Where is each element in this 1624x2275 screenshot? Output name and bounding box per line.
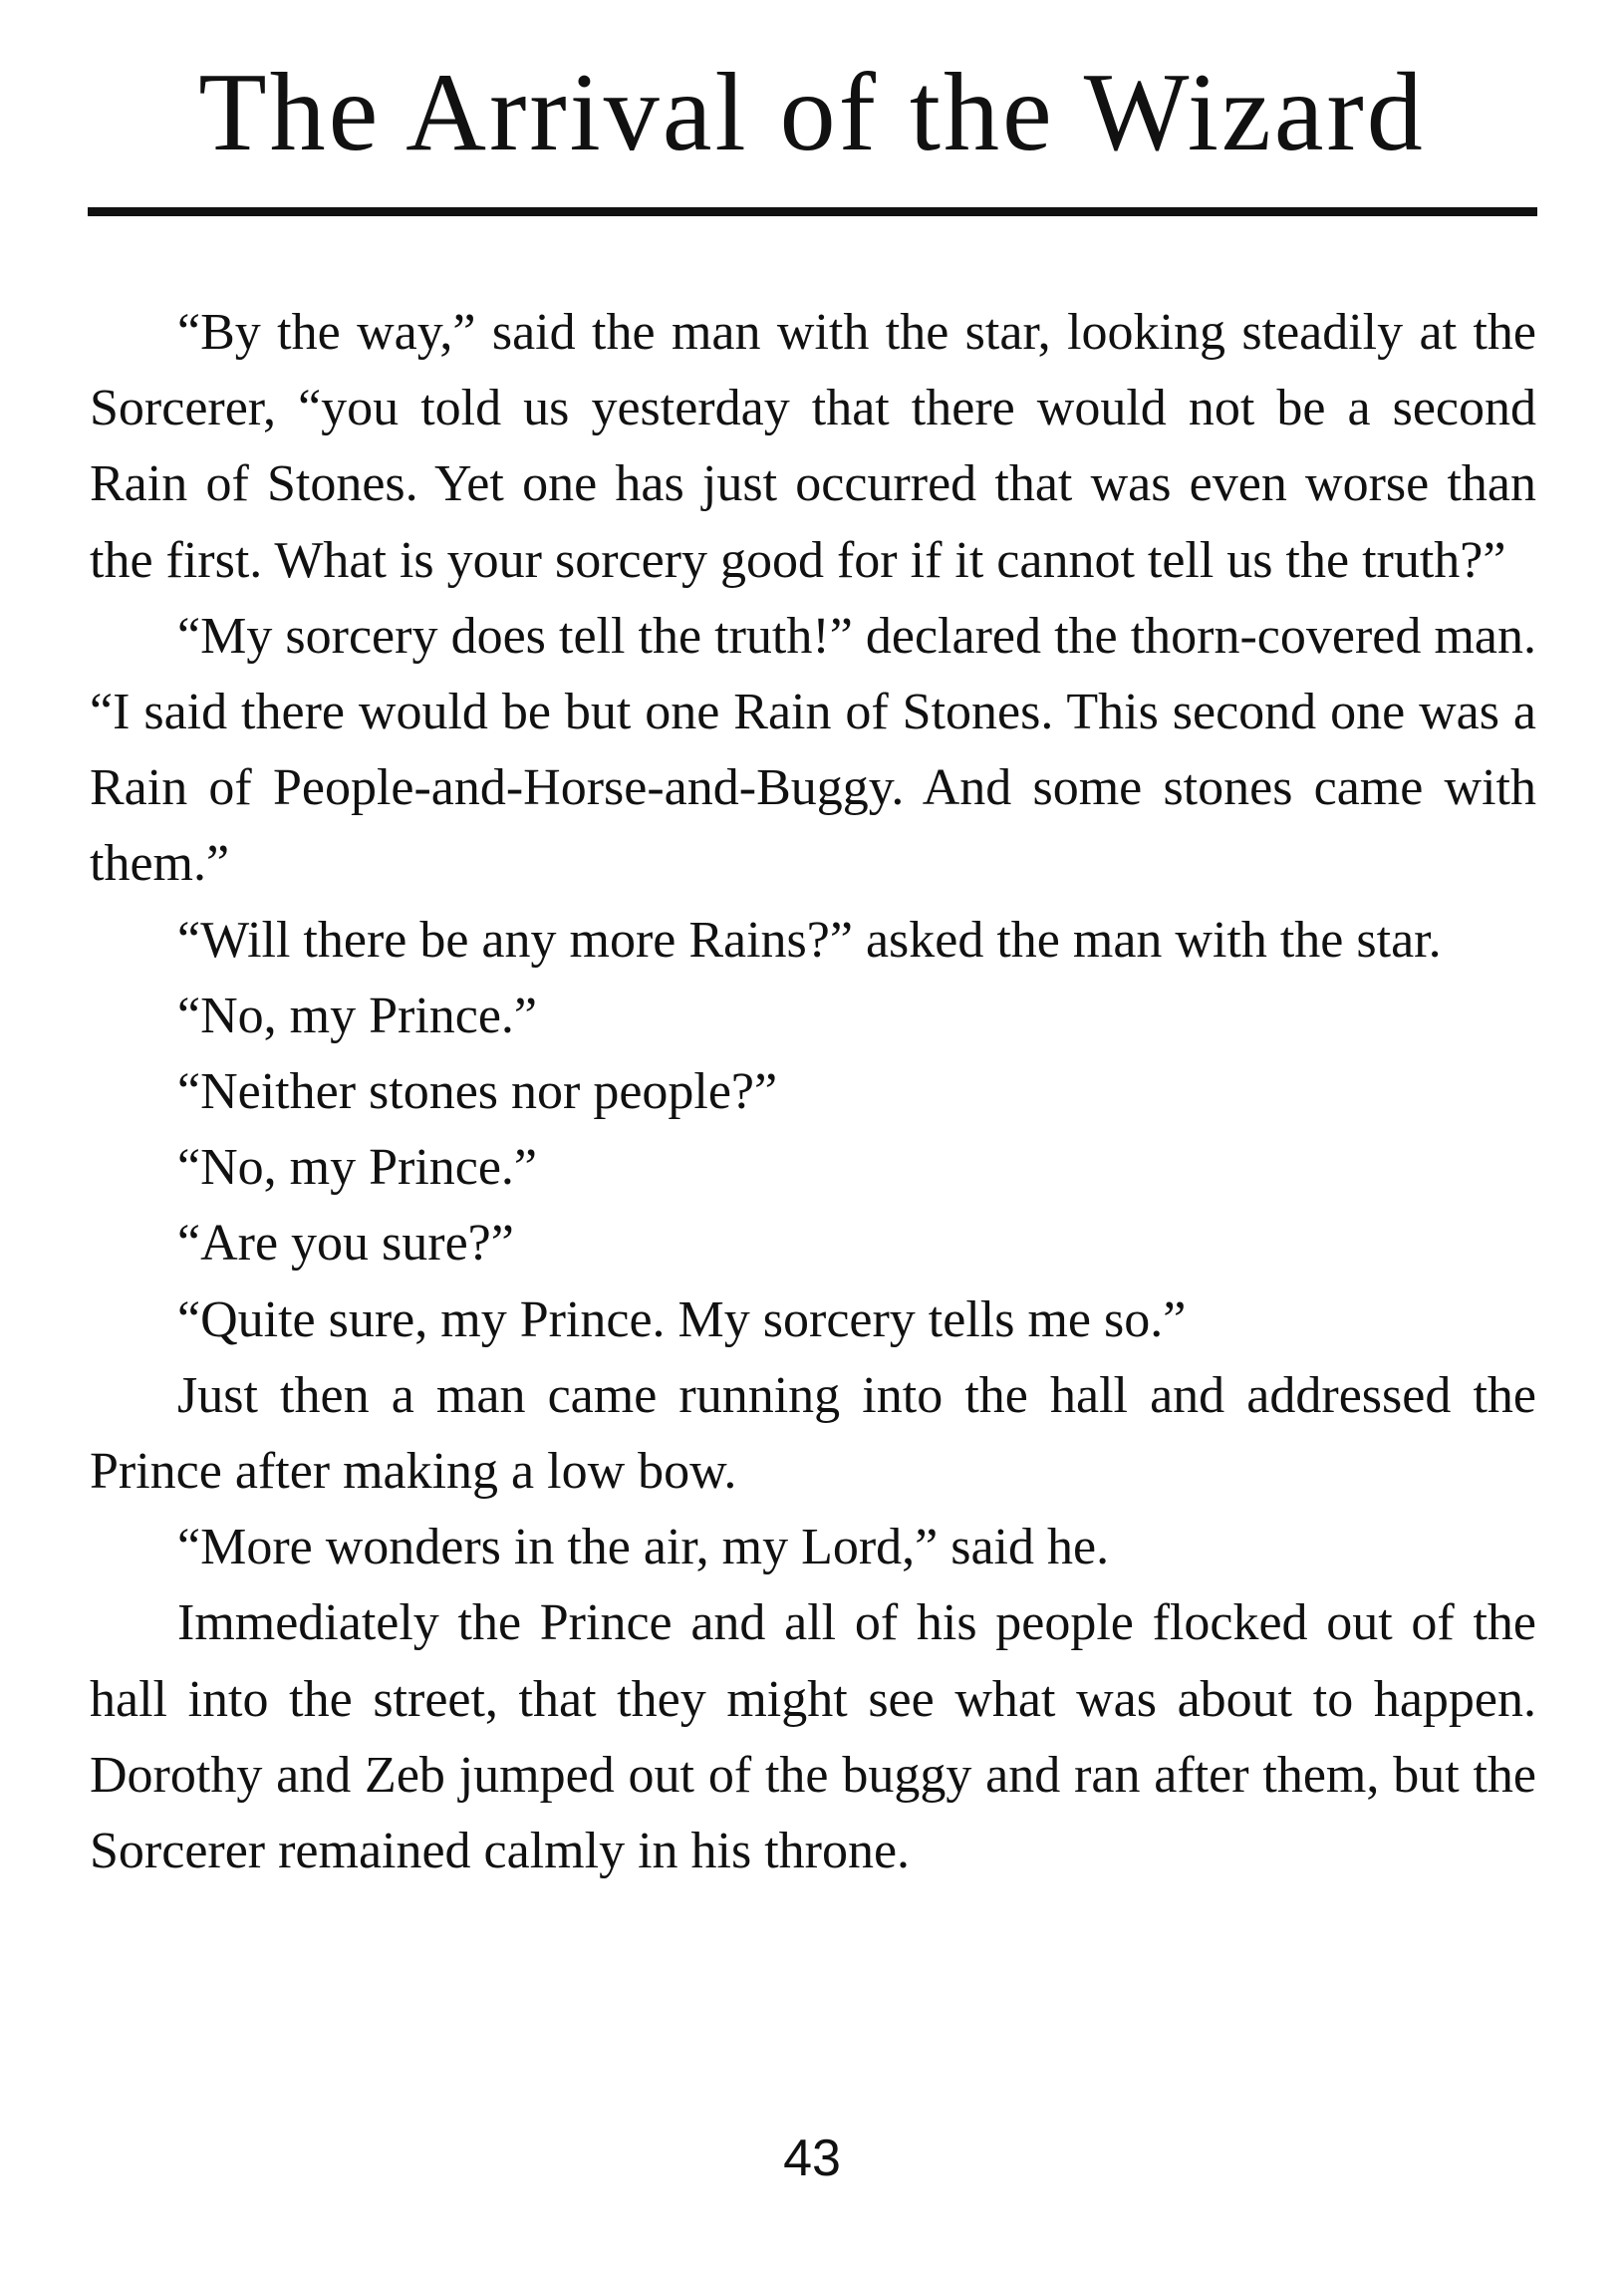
paragraph: Immediately the Prince and all of his people flocked out of the hall into the street, that they might see what was about to happen. Dorothy and Zeb jumped out of the buggy and ran after them, but the Sorcerer remained calmly in his throne. — [90, 1594, 1536, 1880]
paragraph: Just then a man came running into the hall and addressed the Prince after making a low bow. — [90, 1366, 1536, 1501]
body-text — [90, 295, 1536, 1889]
paragraph: “Will there be any more Rains?” asked the man with the star. — [177, 911, 1442, 969]
paragraph: “My sorcery does tell the truth!” declared the thorn-covered man. “I said there would be but one Rain of Stones. This second one was a Rain of People-and-Horse-and-Buggy. And some stones came with them.” — [90, 607, 1536, 893]
paragraph: “Are you sure?” — [177, 1215, 514, 1273]
page-title: The Arrival of the Wizard — [198, 51, 1426, 174]
paragraph: “No, my Prince.” — [177, 987, 538, 1044]
page-number: 43 — [783, 2130, 841, 2187]
paragraph: “By the way,” said the man with the star, looking steadily at the Sorcerer, “you told us yesterday that there would not be a second Rain of Stones. Yet one has just occurred that was even worse than the first. What is your sorcery good for if it cannot tell us the truth?” — [90, 304, 1536, 589]
paragraph: “Neither stones nor people?” — [177, 1063, 778, 1121]
title-rule — [88, 207, 1537, 216]
paragraph: “No, my Prince.” — [177, 1139, 538, 1197]
paragraph: “More wonders in the air, my Lord,” said he. — [177, 1519, 1110, 1576]
paragraph: “Quite sure, my Prince. My sorcery tells me so.” — [177, 1290, 1187, 1348]
